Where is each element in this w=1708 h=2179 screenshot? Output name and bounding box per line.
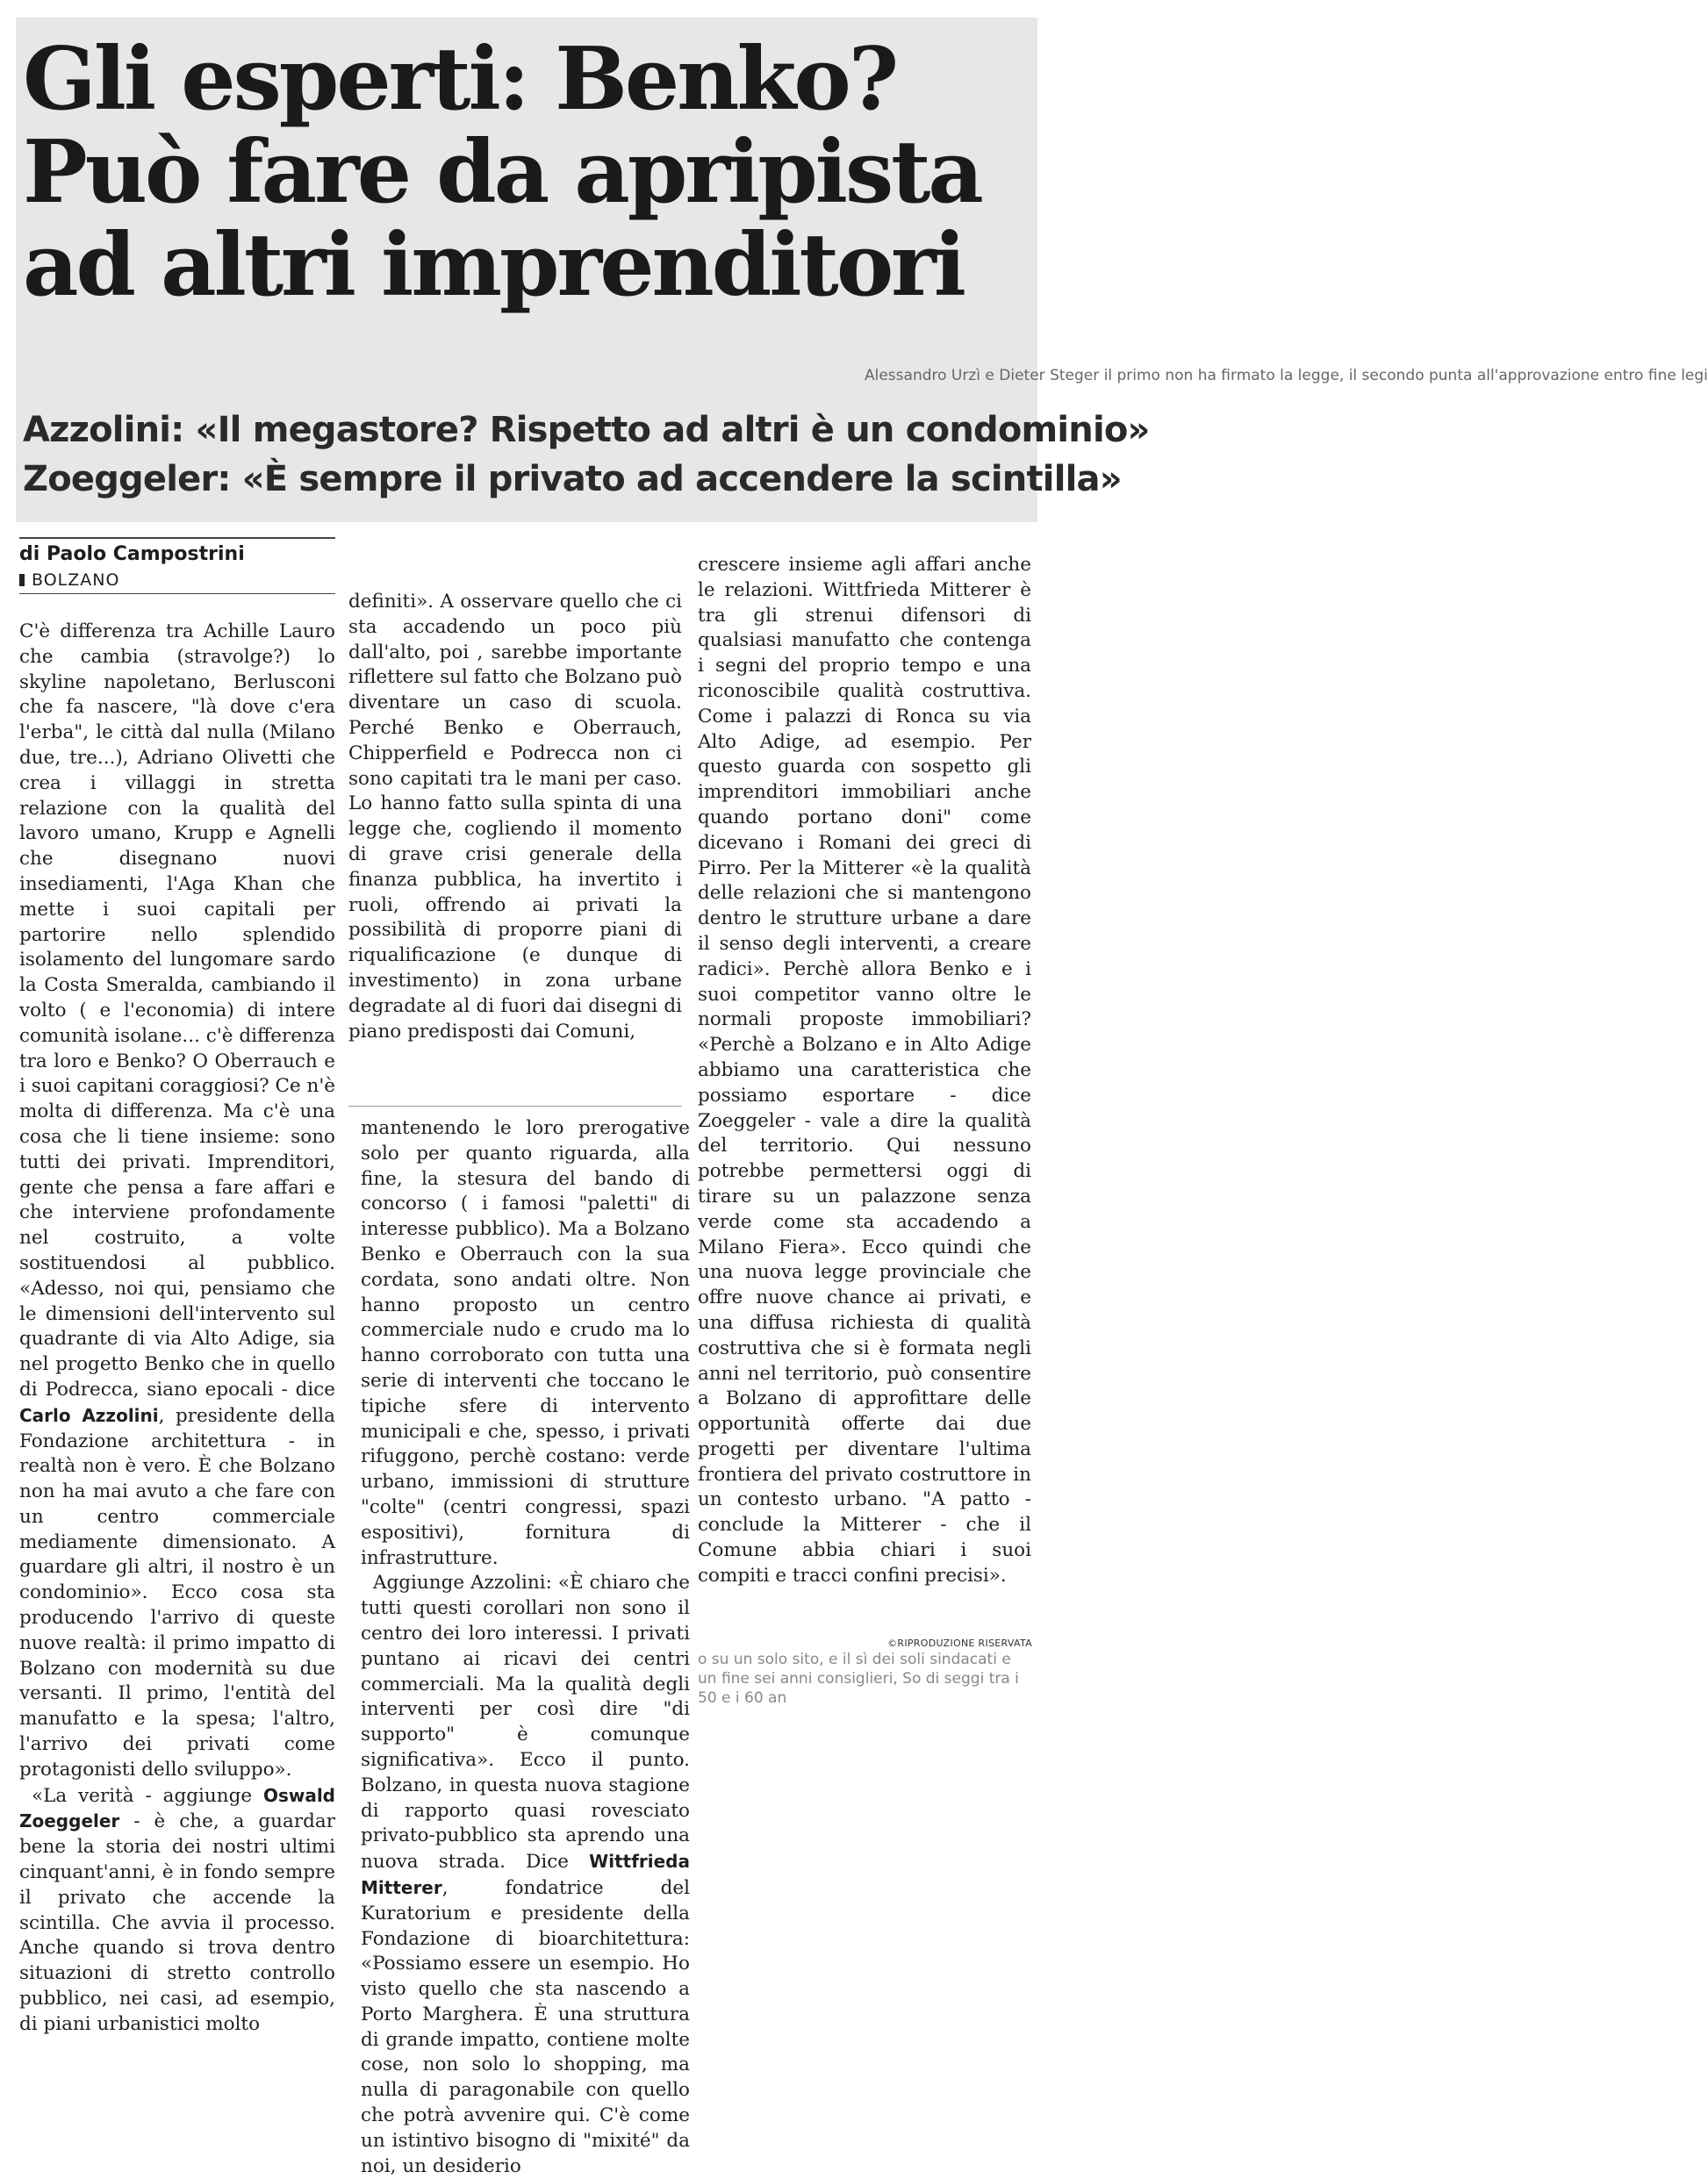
text-run: «La verità - aggiunge xyxy=(32,1784,263,1807)
person-name: Carlo Azzolini xyxy=(19,1404,159,1426)
text-run: Aggiunge Azzolini: «È chiaro che tutti questi corollari non sono il centro dei loro interessi. I privati puntano ai ricavi dei centri commerciali. Ma la qualità degli interventi per così dire "di supporto" è comunque significativa». Ecco il punto. Bolzano, in questa nuova stagione di rapporto quasi rovesciato privato-pubblico sta aprendo una nuova strada. Dice xyxy=(361,1572,690,1874)
bleed-through-text-bottom: o su un solo sito, e il sì dei soli sindacati e un fine sei anni consiglieri, So di seggi tra i 50 e i 60 an xyxy=(698,1651,1019,1707)
byline-place-label: BOLZANO xyxy=(32,570,120,590)
paragraph: mantenendo le loro prerogative solo per quanto riguarda, alla fine, la stesura del bando di concorso ( i famosi "paletti" di interesse pubblico). Ma a Bolzano Benko e Oberrauch con la sua cordata, sono andati oltre. Non hanno proposto un centro commerciale nudo e crudo ma lo hanno corroborato con tutta una serie di interventi che toccano le tipiche sfere di intervento municipali e che, spesso, i privati rifuggono, perchè costano: verde urbano, immissioni di strutture "colte" (centri congressi, spazi espositivi), fornitura di infrastrutture. xyxy=(361,1117,690,1569)
paragraph xyxy=(19,1783,335,2038)
subheadline xyxy=(23,405,1150,504)
article-column-3 xyxy=(698,553,1031,1615)
paragraph: crescere insieme agli affari anche le relazioni. Wittfrieda Mitterer è tra gli strenui difensori di qualsiasi manufatto che contenga i segni del proprio tempo e una riconoscibile qualità costruttiva. Come i palazzi di Ronca su via Alto Adige, ad esempio. Per questo guarda con sospetto gli imprenditori immobiliari anche quando portano doni" come dicevano i Romani dei greci di Pirro. Per la Mitterer «è la qualità delle relazioni che si mantengono dentro le strutture urbane a dare il senso degli interventi, a creare radici». Perchè allora Benko e i suoi competitor vanno oltre le normali proposte immobiliari? «Perchè a Bolzano e in Alto Adige abbiamo una caratteristica che possiamo esportare - dice Zoeggeler - vale a dire la qualità del territorio. Qui nessuno potrebbe permettersi oggi di tirare su un palazzone senza verde come sta accadendo a Milano Fiera». Ecco quindi che una nuova legge provinciale che offre nuove chance ai privati, e una diffusa richiesta di qualità costruttiva che si è formata negli anni nel territorio, può consentire a Bolzano di approfittare delle opportunità offerte dai due progetti per diventare l'ultima frontiera del privato costruttore in un contesto urbano. "A patto - conclude la Mitterer - che il Comune abbia chiari i suoi compiti e tracci confini precisi». xyxy=(698,554,1031,1587)
headline-line-1: Gli esperti: Benko? xyxy=(23,29,897,130)
text-run: C'è differenza tra Achille Lauro che cambia (stravolge?) lo skyline napoletano, Berlusconi che fa nascere, "là dove c'era l'erba", le città dal nulla (Milano due, tre...), Adriano Olivetti che crea i villaggi in stretta relazione con la qualità del lavoro umano, Krupp e Agnelli che disegnano nuovi insediamenti, l'Aga Khan che mette i suoi capitali per partorire nello splendido isolamento del lungomare sardo la Costa Smeralda, cambiando il volto ( e l'economia) di intere comunità isolane... c'è differenza tra loro e Benko? O Oberrauch e i suoi capitani coraggiosi? Ce n'è molta di differenza. Ma c'è una cosa che li tiene insieme: sono tutti dei privati. Imprenditori, gente che pensa a fare affari e che interviene profondamente nel costruito, a volte sostituendosi al pubblico. «Adesso, noi qui, pensiamo che le dimensioni dell'intervento sul quadrante di via Alto Adige, sia nel progetto Benko che in quello di Podrecca, siano epocali - dice xyxy=(19,620,335,1401)
headline xyxy=(23,29,1032,316)
byline xyxy=(19,537,335,594)
person-name: Wittfrieda Mitterer xyxy=(361,1851,690,1898)
subheadline-line-2: Zoeggeler: «È sempre il privato ad accendere la scintilla» xyxy=(23,459,1122,499)
subheadline-line-1: Azzolini: «Il megastore? Rispetto ad altri è un condominio» xyxy=(23,410,1150,450)
paragraph xyxy=(361,1571,690,2179)
text-run: , presidente della Fondazione architettura - in realtà non è vero. È che Bolzano non ha mai avuto a che fare con un centro commerciale mediamente dimensionato. A guardare gli altri, il nostro è un condominio». Ecco cosa sta producendo l'arrivo di queste nuove realtà: il primo impatto di Bolzano con modernità su due versanti. Il primo, l'entità del manufatto e la spesa; l'altro, l'arrivo dei privati come protagonisti dello sviluppo». xyxy=(19,1404,335,1781)
article-column-2-bottom xyxy=(361,1116,690,2177)
article-column-1 xyxy=(19,620,335,2159)
place-marker-icon xyxy=(19,574,25,586)
headline-line-2: Può fare da apripista xyxy=(23,122,981,223)
copyright-notice: ©RIPRODUZIONE RISERVATA xyxy=(887,1638,1032,1649)
byline-place xyxy=(19,569,335,594)
paragraph: definiti». A osservare quello che ci sta accadendo un poco più dall'alto, poi , sarebbe importante riflettere sul fatto che Bolzano può diventare un caso di scuola. Perché Benko e Oberrauch, Chipperfield e Podrecca non ci sono capitati tra le mani per caso. Lo hanno fatto sulla spinta di una legge che, cogliendo il momento di grave crisi generale della finanza pubblica, ha invertito i ruoli, offrendo ai privati la possibilità di proporre piani di riqualificazione (e dunque di investimento) in zona urbane degradate al di fuori dai disegni di piano predisposti dai Comuni, xyxy=(348,591,682,1043)
headline-line-3: ad altri imprenditori xyxy=(23,215,965,316)
paragraph xyxy=(19,620,335,1783)
text-run: - è che, a guardar bene la storia dei nostri ultimi cinquant'anni, è in fondo sempre il privato che accende la scintilla. Che avvia il processo. Anche quando si trova dentro situazioni di stretto controllo pubblico, nei casi, ad esempio, di piani urbanistici molto xyxy=(19,1810,335,2035)
person-name: Oswald Zoeggeler xyxy=(19,1784,335,1832)
text-run: , fondatrice del Kuratorium e presidente della Fondazione di bioarchitettura: «Possiamo essere un esempio. Ho visto quello che sta nascendo a Porto Marghera. È una struttura di grande impatto, contiene molte cose, non solo lo shopping, ma nulla di paragonabile con quello che potrà avvenire qui. C'è come un istintivo bisogno di "mixité" da noi, un desiderio xyxy=(361,1876,690,2177)
byline-author: di Paolo Campostrini xyxy=(19,543,245,565)
article-column-2-top xyxy=(348,590,682,1099)
clipping-edge xyxy=(348,1106,682,1107)
bleed-through-text-top: Alessandro Urzì e Dieter Steger il primo non ha firmato la legge, il secondo punta all'approvazione entro fine legi xyxy=(865,367,1708,384)
